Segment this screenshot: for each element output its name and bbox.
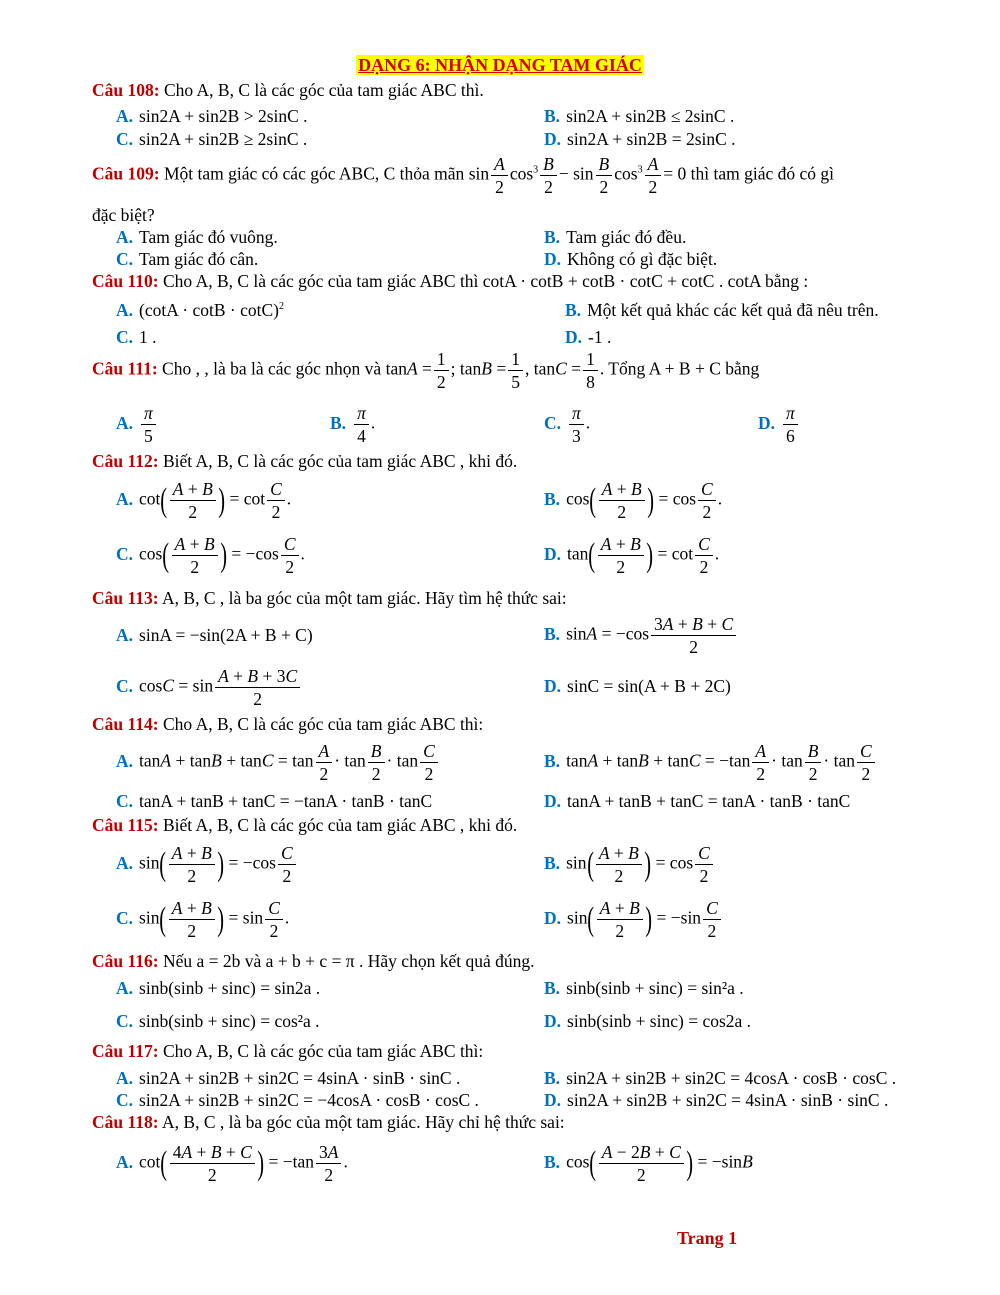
question-109: Câu 109: Một tam giác có các góc ABC, C thỏa mãn sin $\frac{A}{2}$ $\cos^3$ $\frac{B}{2}$ − sin $\frac{B}{2}$ $\cos^3$ $\frac{A}{2}$ = 0 thì tam giác đó có gì [92,154,835,197]
q118-option-a: A. cot( $\frac{4A + B + C}{2}$ ) = −tan $\frac{3A}{2}$ . [116,1142,348,1185]
question-110: Câu 110: Cho A, B, C là các góc của tam giác ABC thì cotA · cotB + cotB · cotC + cotC . cotA bằng : [92,271,809,291]
q113-option-d: D. sinC = sin(A + B + 2C) [544,676,731,696]
q108-option-c: C. sin2A + sin2B ≥ 2sinC . [116,129,308,149]
q108-option-b: B. sin2A + sin2B ≤ 2sinC . [544,106,735,126]
q114-option-b: B. tanA + tanB + tanC = −tan $\frac{A}{2}$ · tan $\frac{B}{2}$ · tan $\frac{C}{2}$ [544,740,877,785]
q110-option-d: D. -1 . [565,327,612,347]
q111-option-b: B. $\frac{\pi}{4}$ . [330,403,376,446]
q112-option-b: B. cos( $\frac{A + B}{2}$ ) = cos $\frac{C}{2}$ . [544,479,723,522]
question-116: Câu 116: Nếu a = 2b và a + b + c = π . Hãy chọn kết quả đúng. [92,951,535,971]
question-109-cont: đặc biệt? [92,205,155,225]
question-114: Câu 114: Cho A, B, C là các góc của tam giác ABC thì: [92,714,484,734]
q112-option-c: C. cos( $\frac{A + B}{2}$ ) = −cos $\frac{C}{2}$ . [116,534,305,577]
q116-option-a: A. sinb(sinb + sinc) = sin2a . [116,978,321,998]
q115-option-d: D. sin( $\frac{A + B}{2}$ ) = −sin $\frac{C}{2}$ [544,897,723,942]
question-108: Câu 108: Cho A, B, C là các góc của tam giác ABC thì. [92,80,484,100]
q114-option-a: A. tanA + tanB + tanC = tan $\frac{A}{2}$ · tan $\frac{B}{2}$ · tan $\frac{C}{2}$ [116,740,440,785]
page-number: Trang 1 [677,1228,738,1248]
q112-option-d: D. tan( $\frac{A + B}{2}$ ) = cot $\frac{C}{2}$ . [544,534,720,577]
q116-option-b: B. sinb(sinb + sinc) = sin²a . [544,978,744,998]
question-112: Câu 112: Biết A, B, C là các góc của tam giác ABC , khi đó. [92,451,518,471]
question-118: Câu 118: A, B, C , là ba góc của một tam giác. Hãy chỉ hệ thức sai: [92,1112,565,1132]
q111-option-d: D. $\frac{\pi}{6}$ [758,402,800,447]
q115-option-a: A. sin( $\frac{A + B}{2}$ ) = −cos $\frac{C}{2}$ [116,842,298,887]
q110-option-a: A. $(\cot A \cdot \cot B \cdot \cot C)^2$ [116,300,284,320]
q116-option-c: C. sinb(sinb + sinc) = cos²a . [116,1011,320,1031]
q113-option-c: C. cosC = sin $\frac{A + B + 3C}{2}$ [116,665,302,710]
q117-option-d: D. sin2A + sin2B + sin2C = 4sinA · sinB · sinC . [544,1090,889,1110]
q109-option-d: D. Không có gì đặc biệt. [544,249,718,269]
q115-option-b: B. sin( $\frac{A + B}{2}$ ) = cos $\frac{C}{2}$ [544,842,715,887]
q112-option-a: A. cot( $\frac{A + B}{2}$ ) = cot $\frac{C}{2}$ . [116,479,292,522]
q114-option-d: D. tanA + tanB + tanC = tanA · tanB · tanC [544,791,851,811]
q113-option-a: A. sinA = −sin(2A + B + C) [116,625,313,645]
q110-option-b: B. Một kết quả khác các kết quả đã nêu trên. [565,300,879,320]
q109-option-a: A. Tam giác đó vuông. [116,227,278,247]
q113-option-b: B. sinA = −cos $\frac{3A + B + C}{2}$ [544,613,738,658]
q111-option-c: C. $\frac{\pi}{3}$ . [544,403,591,446]
q115-option-c: C. sin( $\frac{A + B}{2}$ ) = sin $\frac{C}{2}$ . [116,898,290,941]
q111-option-a: A. $\frac{\pi}{5}$ [116,402,158,447]
q117-option-b: B. sin2A + sin2B + sin2C = 4cosA · cosB · cosC . [544,1068,897,1088]
question-115: Câu 115: Biết A, B, C là các góc của tam giác ABC , khi đó. [92,815,518,835]
question-111: Câu 111: Cho , , là ba là các góc nhọn và tanA = $\frac{1}{2}$ ; tanB = $\frac{1}{5}$ , tanC = $\frac{1}{8}$ . Tổng A + B + C bằng [92,349,760,392]
q108-option-d: D. sin2A + sin2B = 2sinC . [544,129,736,149]
q117-option-a: A. sin2A + sin2B + sin2C = 4sinA · sinB · sinC . [116,1068,461,1088]
q108-option-a: A. sin2A + sin2B > 2sinC . [116,106,308,126]
q109-option-b: B. Tam giác đó đều. [544,227,687,247]
question-117: Câu 117: Cho A, B, C là các góc của tam giác ABC thì: [92,1041,484,1061]
q109-option-c: C. Tam giác đó cân. [116,249,259,269]
q118-option-b: B. cos( $\frac{A - 2B + C}{2}$ ) = −sinB [544,1142,753,1185]
section-title: DẠNG 6: NHẬN DẠNG TAM GIÁC [358,55,642,75]
q114-option-c: C. tanA + tanB + tanC = −tanA · tanB · tanC [116,791,433,811]
q117-option-c: C. sin2A + sin2B + sin2C = −4cosA · cosB · cosC . [116,1090,479,1110]
q116-option-d: D. sinb(sinb + sinc) = cos2a . [544,1011,752,1031]
q110-option-c: C. 1 . [116,327,157,347]
question-113: Câu 113: A, B, C , là ba góc của một tam giác. Hãy tìm hệ thức sai: [92,588,567,608]
